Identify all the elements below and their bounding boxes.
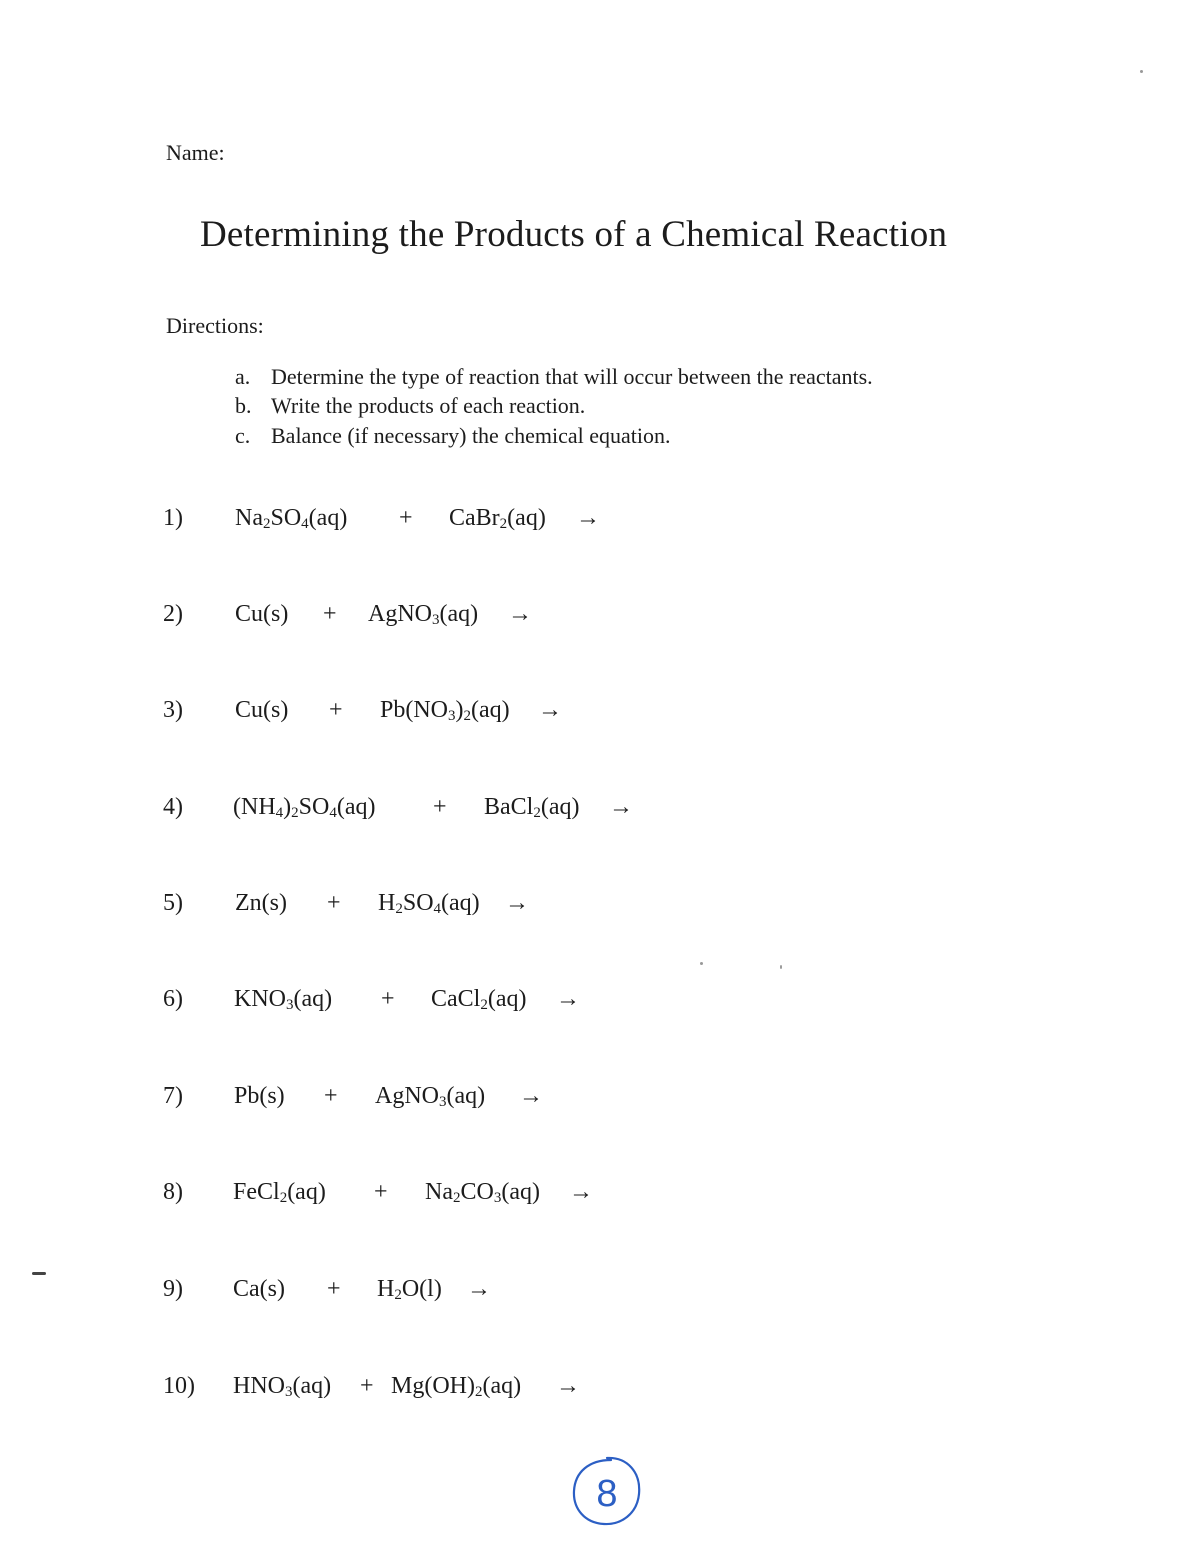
direction-text: Determine the type of reaction that will occur between the reactants. [271,364,873,389]
reaction-arrow: → [556,1373,580,1399]
reactant-1: $(NH_4)_2SO_4(aq)$ [233,794,376,821]
reactant-1: $Na_2SO_4(aq)$ [235,505,348,532]
reactant-1: Ca(s) [233,1276,285,1302]
reactant-2: CaBr$_2$(aq) [449,505,546,532]
reactant-2: $H_2O(l)$ [377,1276,442,1303]
name-label: Name: [166,140,225,165]
direction-item-b [235,393,585,419]
reactant-2: AgNO$_3$(aq) [368,601,479,628]
plus-sign: + [381,986,395,1012]
circled-number-icon [567,1452,647,1532]
reactant-1: FeCl$_2$(aq) [233,1179,326,1206]
plus-sign: + [327,890,341,916]
problem-number: 4) [163,794,183,820]
plus-sign: + [329,697,343,723]
problem-number: 6) [163,986,183,1012]
plus-sign: + [360,1373,374,1399]
direction-item-a [235,364,873,390]
reactant-1: Cu(s) [235,697,289,723]
direction-text: Balance (if necessary) the chemical equation. [271,423,671,448]
scan-speck [700,962,703,965]
reactant-2: $Mg(OH)_2(aq)$ [391,1373,522,1400]
reaction-arrow: → [467,1276,491,1302]
direction-letter: b. [235,393,252,418]
handwritten-page-number [567,1452,647,1537]
reaction-arrow: → [538,697,562,723]
reaction-arrow: → [505,890,529,916]
reaction-arrow: → [519,1083,543,1109]
reaction-arrow: → [508,601,532,627]
plus-sign: + [323,601,337,627]
direction-text: Write the products of each reaction. [271,393,586,418]
plus-sign: + [374,1179,388,1205]
page-title: Determining the Products of a Chemical Reaction [200,214,948,255]
plus-sign: + [399,505,413,531]
reactant-1: Zn(s) [235,890,287,916]
scan-speck [32,1272,46,1275]
problem-number: 7) [163,1083,183,1109]
reactant-2: $H_2SO_4(aq)$ [378,890,480,917]
plus-sign: + [324,1083,338,1109]
problem-number: 1) [163,505,183,531]
reaction-arrow: → [569,1179,593,1205]
problem-number: 5) [163,890,183,916]
plus-sign: + [327,1276,341,1302]
directions-heading: Directions: [166,313,264,338]
problem-number: 2) [163,601,183,627]
reactant-1: Pb(s) [234,1083,285,1109]
reactant-2: $Na_2CO_3(aq)$ [425,1179,540,1206]
plus-sign: + [433,794,447,820]
reaction-arrow: → [576,505,600,531]
reactant-1: Cu(s) [235,601,289,627]
problem-number: 3) [163,697,183,723]
reactant-2: BaCl$_2$(aq) [484,794,580,821]
direction-item-c [235,423,670,449]
scan-speck [1140,70,1143,73]
problem-number: 10) [163,1373,195,1399]
reaction-arrow: → [556,986,580,1012]
reactant-1: $HNO_3(aq)$ [233,1373,332,1400]
reactant-2: $Pb(NO_3)_2(aq)$ [380,697,510,724]
direction-letter: c. [235,423,251,448]
scan-speck [780,965,782,969]
page-number-text: 8 [596,1473,618,1515]
direction-letter: a. [235,364,251,389]
problem-number: 9) [163,1276,183,1302]
reactant-1: $KNO_3(aq)$ [234,986,333,1013]
reactant-2: CaCl$_2$(aq) [431,986,527,1013]
reactant-2: AgNO$_3$(aq) [375,1083,486,1110]
problem-number: 8) [163,1179,183,1205]
reaction-arrow: → [609,794,633,820]
